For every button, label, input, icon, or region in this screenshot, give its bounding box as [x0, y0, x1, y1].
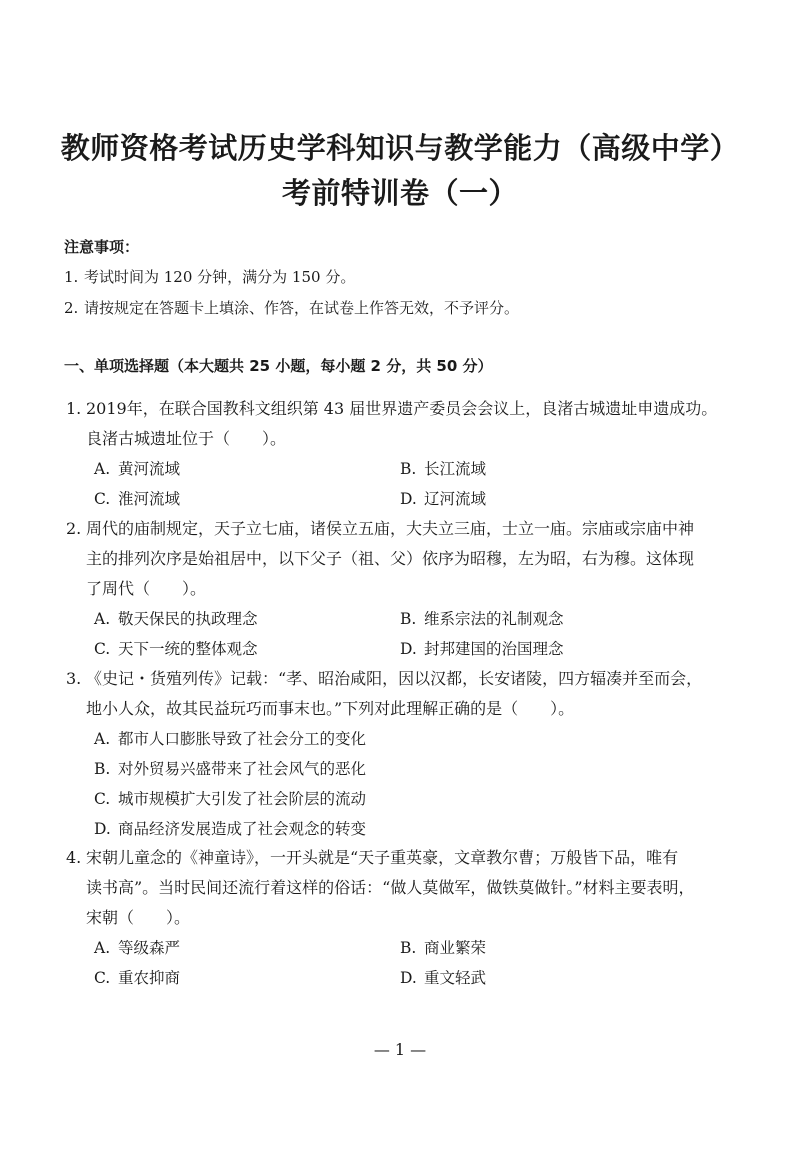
option-letter: A.	[94, 610, 111, 628]
option-letter: B.	[400, 610, 417, 628]
option-letter: C.	[94, 969, 111, 987]
option-text: 都市人口膨胀导致了社会分工的变化	[118, 730, 367, 748]
section-heading: 一、单项选择题（本大题共 25 小题，每小题 2 分，共 50 分）	[64, 357, 493, 375]
question-stem-line: 读书高”。当时民间还流行着这样的俗话：“做人莫做军，做铁莫做针。”材料主要表明，	[86, 878, 695, 897]
option-text: 重农抑商	[118, 969, 181, 987]
option-a[interactable]	[94, 609, 258, 629]
option-text: 等级森严	[118, 939, 181, 957]
question-stem-line: 主的排列次序是始祖居中，以下父子（祖、父）依序为昭穆，左为昭，右为穆。这体现	[86, 549, 695, 568]
question-number: 2.	[66, 519, 82, 538]
notice-item-number: 1.	[64, 268, 79, 286]
question-stem-line: 《史记・货殖列传》记载：“孝、昭治咸阳，因以汉都，长安诸陵，四方辐凑并至而会，	[86, 669, 703, 688]
option-text: 黄河流域	[118, 460, 181, 478]
option-letter: C.	[94, 490, 111, 508]
option-a[interactable]	[94, 938, 180, 958]
question-stem-line: 了周代（ ）。	[86, 579, 207, 598]
question-stem-line: 宋朝儿童念的《神童诗》，一开头就是“天子重英豪，文章教尔曹；万般皆下品，唯有	[86, 848, 679, 867]
option-a[interactable]	[94, 729, 366, 749]
question-stem-line: 良渚古城遗址位于（ ）。	[86, 429, 287, 448]
notice-item-text: 考试时间为 120 分钟，满分为 150 分。	[84, 268, 356, 286]
option-text: 敬天保民的执政理念	[118, 610, 258, 628]
option-letter: A.	[94, 730, 111, 748]
option-b[interactable]	[94, 759, 366, 779]
option-a[interactable]	[94, 459, 180, 479]
notice-item-text: 请按规定在答题卡上填涂、作答，在试卷上作答无效，不予评分。	[84, 299, 520, 317]
option-text: 商品经济发展造成了社会观念的转变	[118, 820, 367, 838]
question-stem-line: 周代的庙制规定，天子立七庙，诸侯立五庙，大夫立三庙，士立一庙。宗庙或宗庙中神	[86, 519, 695, 538]
option-b[interactable]	[400, 938, 486, 958]
option-d[interactable]	[400, 639, 564, 659]
exam-subtitle: 考前特训卷（一）	[281, 176, 518, 210]
question-stem-line: 地小人众，故其民益玩巧而事末也。”下列对此理解正确的是（ ）。	[86, 699, 575, 718]
option-d[interactable]	[94, 819, 366, 839]
option-letter: B.	[94, 760, 111, 778]
option-text: 封邦建国的治国理念	[424, 640, 564, 658]
option-letter: A.	[94, 939, 111, 957]
option-c[interactable]	[94, 639, 258, 659]
option-text: 城市规模扩大引发了社会阶层的流动	[118, 790, 367, 808]
exam-title: 教师资格考试历史学科知识与教学能力（高级中学）	[60, 131, 740, 165]
option-c[interactable]	[94, 789, 366, 809]
option-text: 维系宗法的礼制观念	[424, 610, 564, 628]
page-number: — 1 —	[373, 1040, 427, 1059]
option-letter: C.	[94, 790, 111, 808]
question-stem-line: 2019年，在联合国教科文组织第 43 届世界遗产委员会会议上，良渚古城遗址申遗成功。	[86, 399, 718, 418]
option-c[interactable]	[94, 489, 180, 509]
question-number: 3.	[66, 669, 82, 688]
option-text: 商业繁荣	[424, 939, 487, 957]
notice-item	[64, 266, 355, 287]
option-text: 天下一统的整体观念	[118, 640, 258, 658]
notice-heading: 注意事项：	[64, 238, 140, 256]
option-text: 辽河流域	[424, 490, 487, 508]
option-letter: D.	[400, 490, 417, 508]
option-letter: D.	[400, 969, 417, 987]
notice-item-number: 2.	[64, 299, 79, 317]
question-number: 1.	[66, 399, 82, 418]
option-text: 重文轻武	[424, 969, 487, 987]
option-letter: B.	[400, 460, 417, 478]
option-d[interactable]	[400, 968, 486, 988]
option-letter: D.	[94, 820, 111, 838]
option-c[interactable]	[94, 968, 180, 988]
notice-item	[64, 297, 519, 318]
option-letter: A.	[94, 460, 111, 478]
option-text: 淮河流域	[118, 490, 181, 508]
option-letter: D.	[400, 640, 417, 658]
question-stem-line: 宋朝（ ）。	[86, 908, 191, 927]
question-number: 4.	[66, 848, 82, 867]
option-b[interactable]	[400, 459, 486, 479]
option-d[interactable]	[400, 489, 486, 509]
option-text: 对外贸易兴盛带来了社会风气的恶化	[118, 760, 367, 778]
option-letter: B.	[400, 939, 417, 957]
option-text: 长江流域	[424, 460, 487, 478]
option-letter: C.	[94, 640, 111, 658]
option-b[interactable]	[400, 609, 564, 629]
